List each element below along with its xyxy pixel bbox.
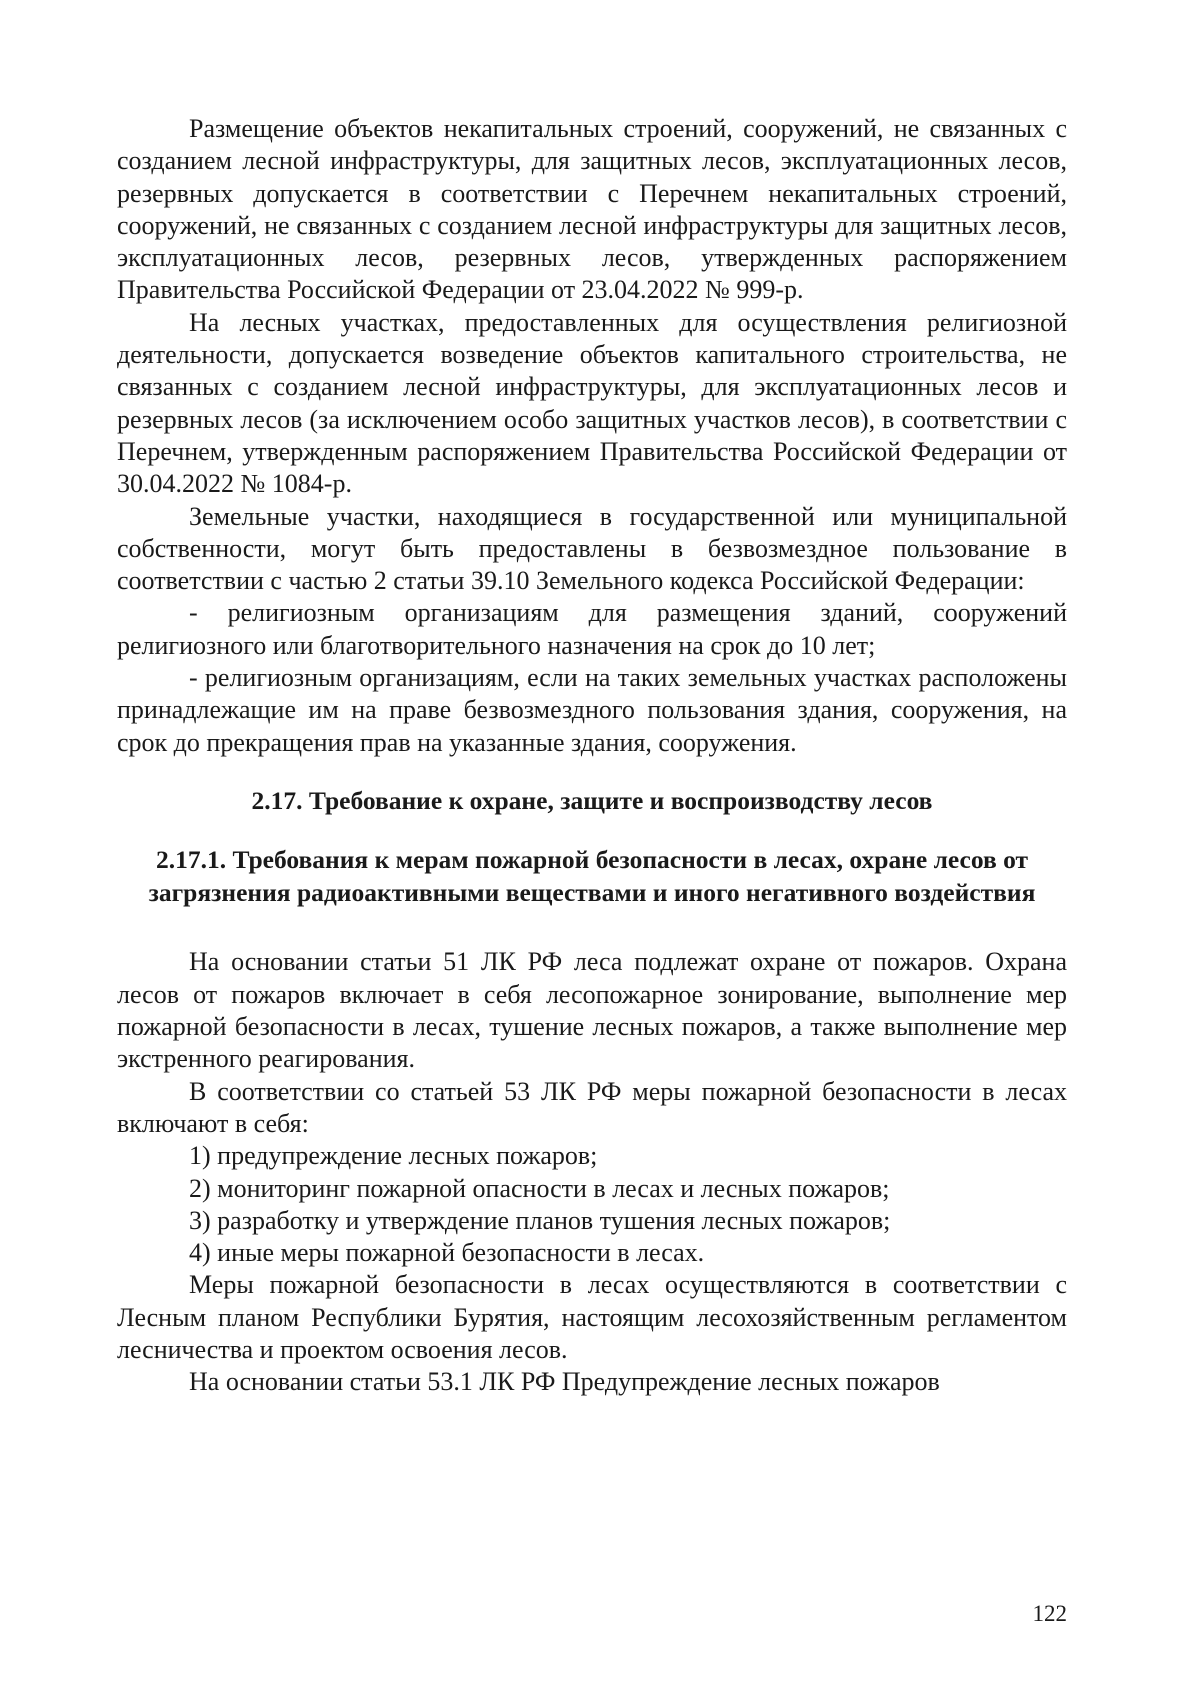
list-item-monitoring: 2) мониторинг пожарной опасности в лесах и лесных пожаров; bbox=[189, 1173, 890, 1203]
subsection-heading: 2.17.1. Требования к мерам пожарной безопасности в лесах, охране лесов от загрязнения радиоактивными веществами и иного негативного воздействия bbox=[148, 845, 1036, 907]
section-heading: 2.17. Требование к охране, защите и воспроизводству лесов bbox=[251, 785, 933, 815]
list-item-prevention: 1) предупреждение лесных пожаров; bbox=[189, 1141, 598, 1171]
paragraph-nonpermanent-structures: Размещение объектов некапитальных строений, сооружений, не связанных с созданием лесной инфраструктуры, для защитных лесов, эксплуатационных лесов, резервных допускается в соответствии с Перечнем некапитальных строений, сооружений, не связанных с созданием лесной инфраструктуры для защитных лесов, эксплуатационных лесов, резервных лесов, утвержденных распоряжением Правительства Российской Федерации от 23.04.2022 № 999-р. bbox=[117, 114, 1067, 305]
paragraph-fire-protection: На основании статьи 51 ЛК РФ леса подлежат охране от пожаров. Охрана лесов от пожаров включает в себя лесопожарное зонирование, выполнение мер пожарной безопасности в лесах, тушение лесных пожаров, а также выполнение мер экстренного реагирования. bbox=[117, 947, 1067, 1074]
paragraph-land-plots: Земельные участки, находящиеся в государственной или муниципальной собственности, могут быть предоставлены в безвозмездное пользование в соответствии с частью 2 статьи 39.10 Земельного кодекса Российской Федерации: bbox=[117, 501, 1067, 596]
paragraph-article-53-1: На основании статьи 53.1 ЛК РФ Предупреждение лесных пожаров bbox=[189, 1367, 940, 1397]
list-item-other-measures: 4) иные меры пожарной безопасности в лесах. bbox=[189, 1238, 705, 1268]
list-item-plans: 3) разработку и утверждение планов тушения лесных пожаров; bbox=[189, 1205, 891, 1235]
paragraph-fire-safety-measures: В соответствии со статьей 53 ЛК РФ меры пожарной безопасности в лесах включают в себя: bbox=[117, 1076, 1067, 1138]
list-item-religious-buildings: - религиозным организациям для размещения зданий, сооружений религиозного или благотворительного назначения на срок до 10 лет; bbox=[117, 598, 1067, 660]
list-item-religious-free-use: - религиозным организациям, если на таких земельных участках расположены принадлежащие им на праве безвозмездного пользования здания, сооружения, на срок до прекращения прав на указанные здания, сооружения. bbox=[117, 663, 1067, 757]
page-number: 122 bbox=[1032, 1601, 1067, 1626]
paragraph-religious-activity: На лесных участках, предоставленных для осуществления религиозной деятельности, допускается возведение объектов капитального строительства, не связанных с созданием лесной инфраструктуры, для эксплуатационных лесов и резервных лесов (за исключением особо защитных участков лесов), в соответствии с Перечнем, утвержденным распоряжением Правительства Российской Федерации от 30.04.2022 № 1084-р. bbox=[117, 307, 1067, 499]
paragraph-forest-plan: Меры пожарной безопасности в лесах осуществляются в соответствии с Лесным планом Республики Бурятия, настоящим лесохозяйственным регламентом лесничества и проектом освоения лесов. bbox=[117, 1270, 1067, 1364]
page-content bbox=[117, 113, 1067, 1399]
